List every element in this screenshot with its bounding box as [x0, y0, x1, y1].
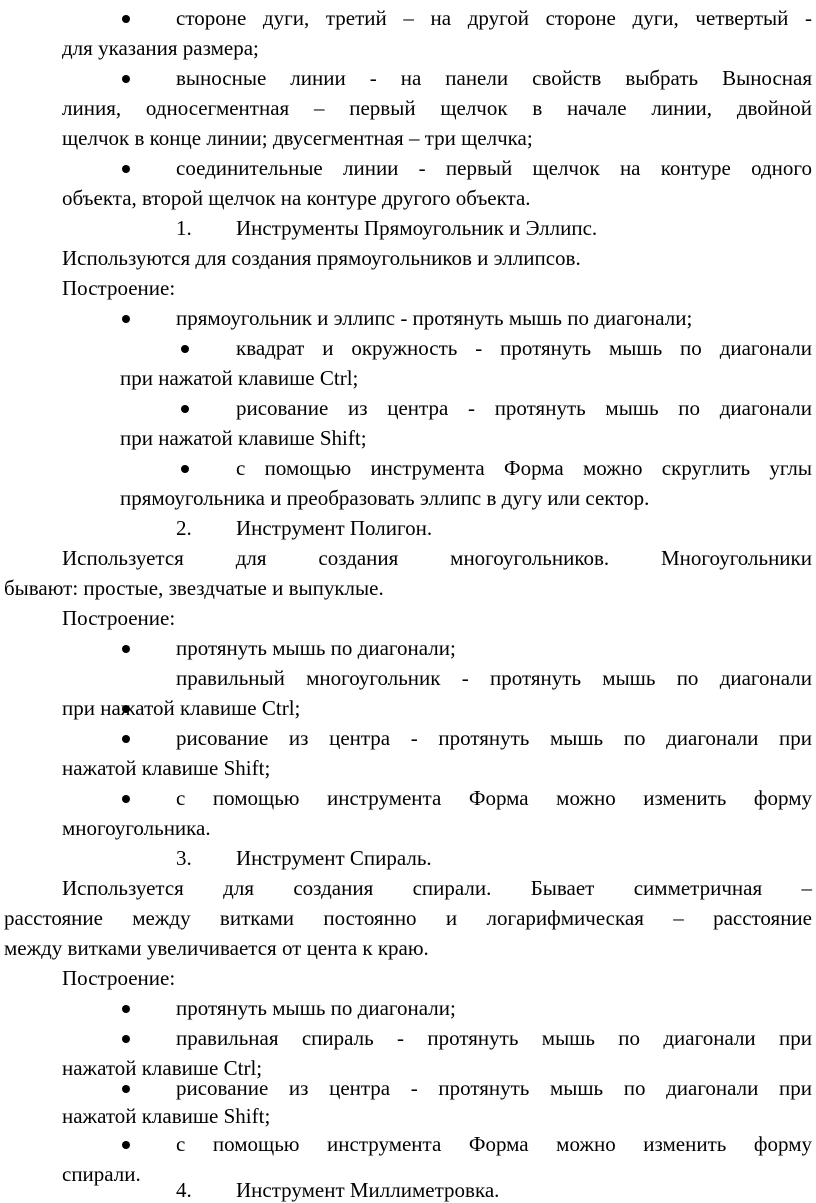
- bullet-icon: [122, 1141, 130, 1149]
- list-item-line: стороне дуги, третий – на другой стороне дуги, четвертый -: [176, 6, 812, 30]
- list-item-line: нажатой клавише Shift;: [62, 756, 271, 780]
- bullet-icon: [181, 405, 189, 413]
- list-item-line: правильная спираль - протянуть мышь по диагонали при: [176, 1026, 812, 1050]
- section-description: Используется для создания многоугольников. Многоугольники: [62, 546, 812, 570]
- bullet-icon: [122, 1005, 130, 1013]
- bullet-icon: [122, 315, 130, 323]
- bullet-icon: [122, 735, 130, 743]
- section-description: Используются для создания прямоугольников и эллипсов.: [62, 246, 581, 270]
- bullet-icon: [122, 645, 130, 653]
- list-item-line: при нажатой клавише Ctrl;: [120, 366, 359, 390]
- list-item-line: прямоугольника и преобразовать эллипс в дугу или сектор.: [120, 486, 650, 510]
- section-title: Инструмент Миллиметровка.: [236, 1178, 500, 1202]
- list-item-line: прямоугольник и эллипс - протянуть мышь по диагонали;: [176, 306, 693, 330]
- construction-heading: Построение:: [62, 966, 176, 990]
- list-item-line: рисование из центра - протянуть мышь по диагонали при: [176, 726, 812, 750]
- list-item-line: с помощью инструмента Форма можно скруглить углы: [236, 456, 812, 480]
- section-number: 1.: [176, 216, 192, 240]
- list-item-line: с помощью инструмента Форма можно изменить форму: [176, 786, 812, 810]
- bullet-icon: [122, 15, 130, 23]
- section-description: расстояние между витками постоянно и логарифмическая – расстояние: [4, 906, 812, 930]
- list-item-line: квадрат и окружность - протянуть мышь по диагонали: [236, 336, 812, 360]
- section-number: 4.: [176, 1178, 192, 1202]
- list-item-line: при нажатой клавише Shift;: [120, 426, 367, 450]
- list-item-line: выносные линии - на панели свойств выбрать Выносная: [176, 66, 812, 90]
- section-title: Инструмент Полигон.: [236, 516, 433, 540]
- list-item-line: правильный многоугольник - протянуть мышь по диагонали: [176, 666, 812, 690]
- list-item-line: протянуть мышь по диагонали;: [176, 996, 456, 1020]
- list-item-line: рисование из центра - протянуть мышь по диагонали: [236, 396, 812, 420]
- bullet-icon: [122, 1085, 130, 1093]
- bullet-icon: [122, 165, 130, 173]
- section-number: 2.: [176, 516, 192, 540]
- bullet-icon: [122, 75, 130, 83]
- section-number: 3.: [176, 846, 192, 870]
- section-title: Инструмент Спираль.: [236, 846, 432, 870]
- list-item-line: протянуть мышь по диагонали;: [176, 636, 456, 660]
- section-description: Используется для создания спирали. Бывает симметричная –: [62, 876, 812, 900]
- list-item-line: для указания размера;: [62, 36, 259, 60]
- list-item-line: при нажатой клавише Ctrl;: [62, 696, 301, 720]
- list-item-line: рисование из центра - протянуть мышь по диагонали при: [176, 1076, 812, 1100]
- list-item-line: с помощью инструмента Форма можно изменить форму: [176, 1132, 812, 1156]
- construction-heading: Построение:: [62, 606, 176, 630]
- bullet-icon: [122, 1035, 130, 1043]
- list-item-line: нажатой клавише Ctrl;: [62, 1056, 263, 1080]
- bullet-icon: [181, 345, 189, 353]
- list-item-line: соединительные линии - первый щелчок на контуре одного: [176, 156, 812, 180]
- bullet-icon: [122, 795, 130, 803]
- list-item-line: многоугольника.: [62, 816, 211, 840]
- section-title: Инструменты Прямоугольник и Эллипс.: [236, 216, 598, 240]
- bullet-icon: [181, 465, 189, 473]
- list-item-line: щелчок в конце линии; двусегментная – три щелчка;: [62, 126, 533, 150]
- section-description: бывают: простые, звездчатые и выпуклые.: [4, 576, 384, 600]
- construction-heading: Построение:: [62, 276, 176, 300]
- list-item-line: спирали.: [62, 1162, 141, 1186]
- list-item-line: линия, односегментная – первый щелчок в начале линии, двойной: [62, 96, 812, 120]
- list-item-line: объекта, второй щелчок на контуре другого объекта.: [62, 186, 531, 210]
- list-item-line: нажатой клавише Shift;: [62, 1104, 271, 1128]
- section-description: между витками увеличивается от цента к краю.: [4, 936, 429, 960]
